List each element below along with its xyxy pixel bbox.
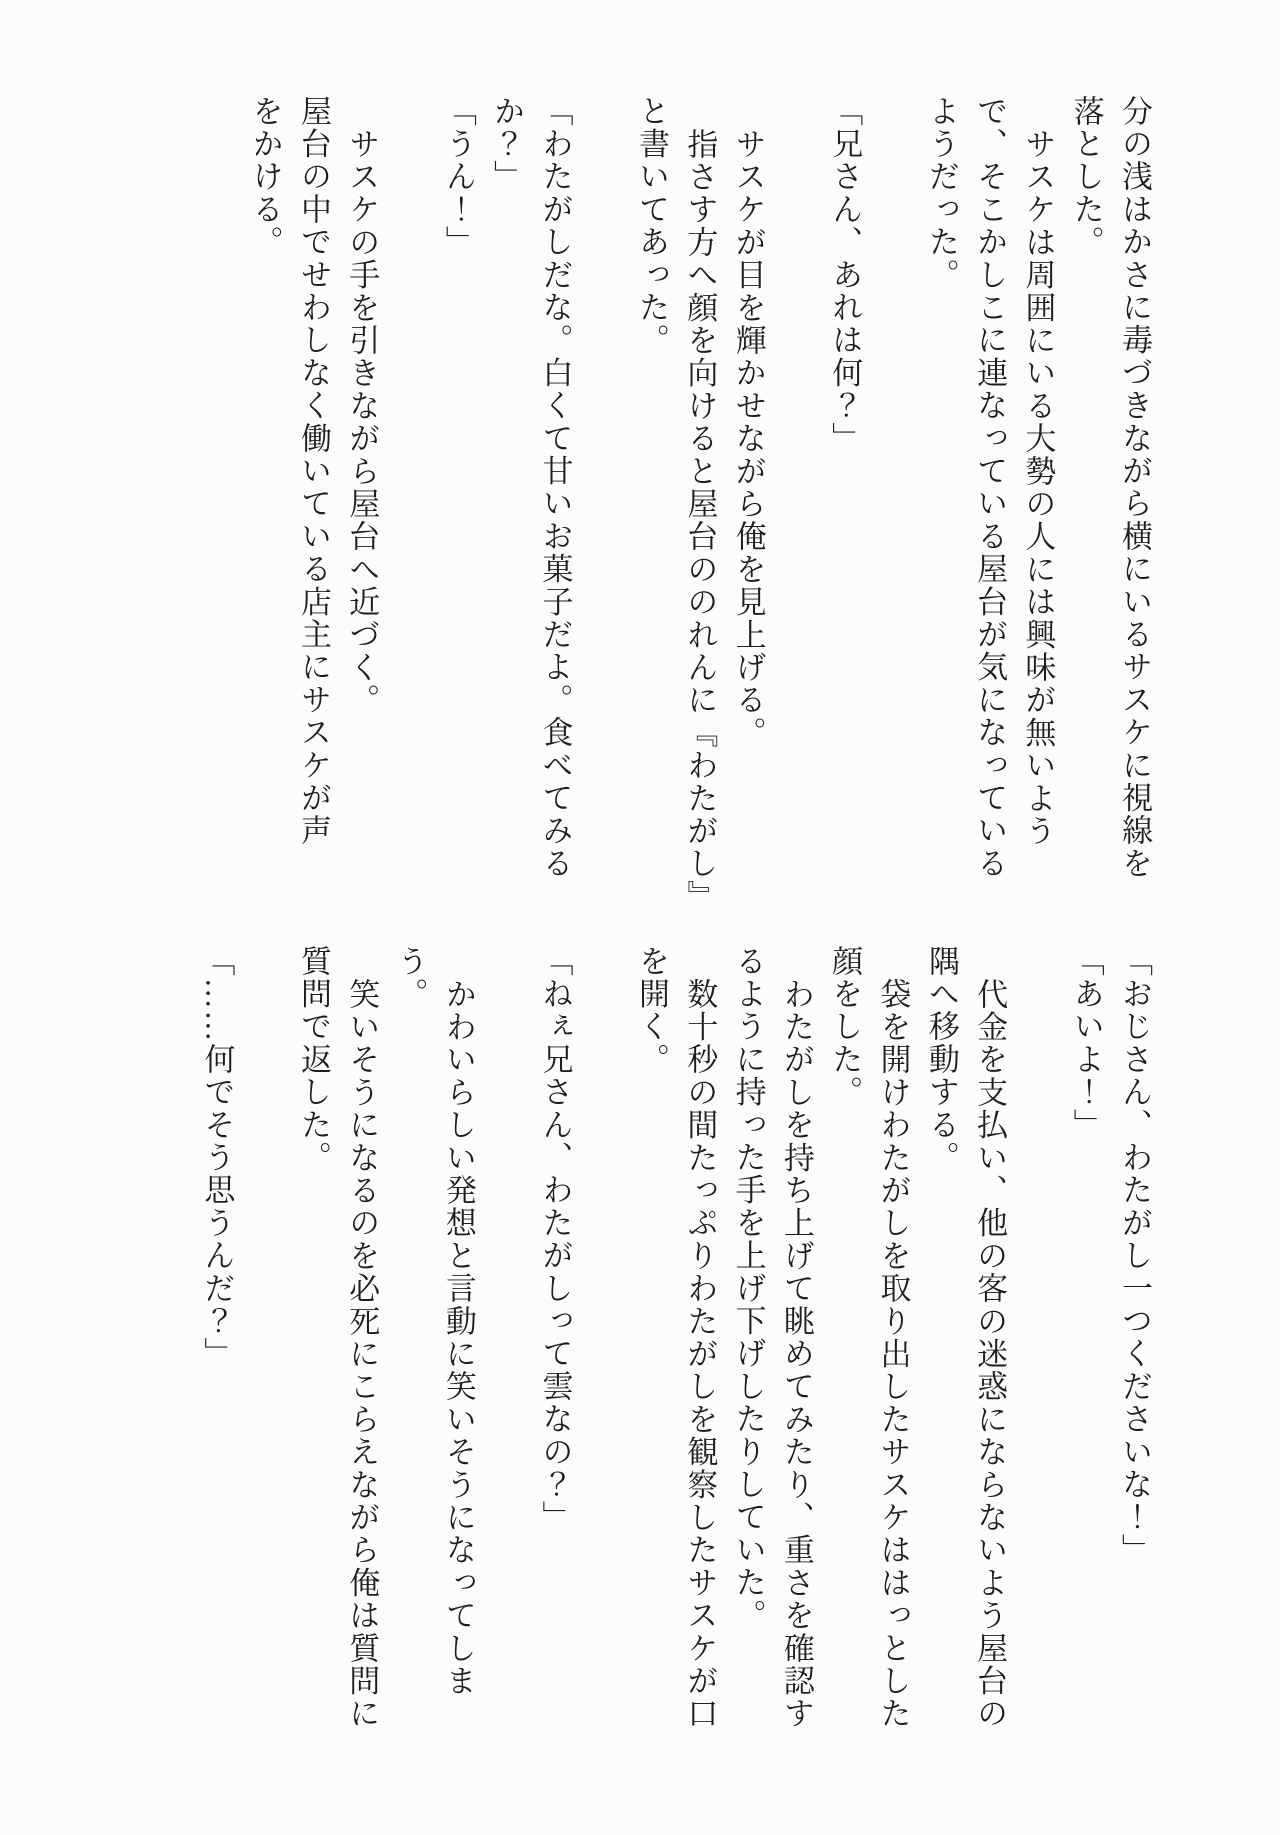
blank-column: [578, 945, 626, 1735]
blank-column: [578, 95, 626, 915]
text-column: サスケの手を引きながら屋台へ近づく。: [344, 127, 380, 717]
text-column: 代金を支払い、他の客の迷惑にならないよう屋台の: [972, 977, 1008, 1730]
text-column: 分の浅はかさに毒づきながら横にいるサスケに視線を: [1117, 95, 1152, 880]
text-band-top: [240, 95, 1158, 915]
blank-column: [482, 945, 530, 1735]
text-column: 落とした。: [1068, 95, 1104, 259]
blank-column: [385, 95, 433, 915]
text-column: をかける。: [247, 95, 283, 259]
text-column: を開く。: [634, 945, 670, 1076]
text-column: で、そこかしこに連なっている屋台が気になっている: [972, 95, 1008, 880]
text-column: 顔をした。: [827, 945, 863, 1109]
text-band-bottom: [192, 945, 1158, 1735]
text-column: う。: [392, 945, 428, 1011]
text-column: 「……何でそう思うんだ？」: [199, 945, 235, 1371]
blank-column: [772, 95, 820, 915]
text-column: るように持った手を上げ下げしたりしていた。: [730, 945, 766, 1632]
text-column: 笑いそうになるのを必死にこらえながら俺は質問に: [344, 977, 380, 1730]
text-column: サスケは周囲にいる大勢の人には興味が無いよう: [1020, 127, 1056, 848]
text-column: 「ねぇ兄さん、わたがしって雲なの？」: [537, 945, 573, 1534]
text-column: 「うん！」: [440, 95, 476, 259]
text-column: わたがしを持ち上げて眺めてみたり、重さを確認す: [778, 977, 814, 1730]
text-column: 「兄さん、あれは何？」: [827, 95, 863, 455]
text-column: か？」: [489, 95, 525, 194]
text-column: と書いてあった。: [634, 95, 670, 357]
text-column: 隅へ移動する。: [923, 945, 959, 1174]
text-column: かわいらしい発想と言動に笑いそうになってしま: [440, 977, 476, 1698]
blank-column: [240, 945, 288, 1735]
text-column: 数十秒の間たっぷりわたがしを観察したサスケが口: [682, 977, 718, 1730]
text-column: 袋を開けわたがしを取り出したサスケははっとした: [875, 977, 911, 1730]
text-column: 「わたがしだな。白くて甘いお菓子だよ。食べてみる: [537, 95, 573, 880]
text-column: 「おじさん、わたがし一つくださいな！」: [1117, 945, 1152, 1567]
text-column: 質問で返した。: [295, 945, 331, 1174]
blank-column: [868, 95, 916, 915]
text-column: 屋台の中でせわしなく働いている店主にサスケが声: [295, 95, 331, 848]
text-column: ようだった。: [923, 95, 959, 292]
text-column: 「あいよ！」: [1068, 945, 1104, 1142]
blank-column: [1013, 945, 1061, 1735]
text-column: 指さす方へ顔を向けると屋台ののれんに『わたがし』: [682, 127, 718, 913]
text-column: サスケが目を輝かせながら俺を見上げる。: [730, 127, 766, 749]
